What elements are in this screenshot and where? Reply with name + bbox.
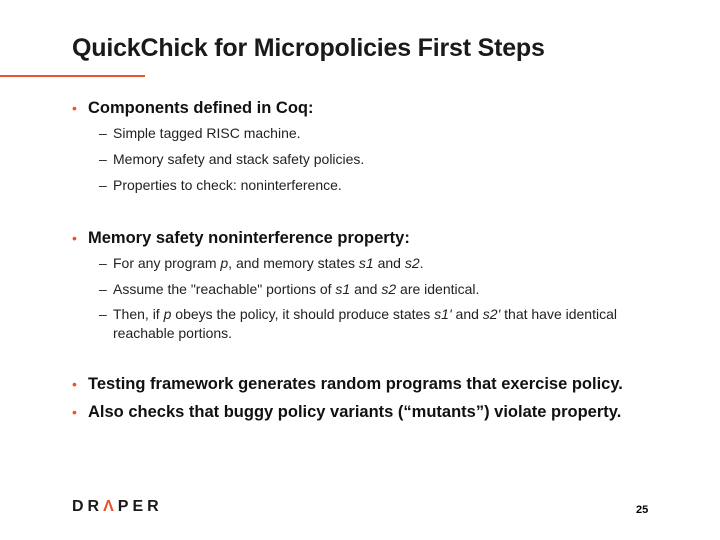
bullet-dot-icon: • — [72, 404, 77, 420]
bullet-text: Also checks that buggy policy variants (“mutants”) violate property. — [88, 403, 622, 421]
dash-icon: – — [99, 125, 107, 141]
slide-title: QuickChick for Micropolicies First Steps — [72, 34, 545, 62]
sub-bullet-text: For any program p, and memory states s1 and s2. — [113, 255, 424, 271]
dash-icon: – — [99, 151, 107, 167]
bullet-text: Testing framework generates random programs that exercise policy. — [88, 375, 623, 393]
bullet-dot-icon: • — [72, 230, 77, 246]
title-underline — [0, 75, 145, 77]
bullet-text: Memory safety noninterference property: — [88, 229, 410, 247]
sub-bullet-text: Properties to check: noninterference. — [113, 177, 342, 193]
bullet-dot-icon: • — [72, 376, 77, 392]
dash-icon: – — [99, 306, 107, 322]
dash-icon: – — [99, 177, 107, 193]
sub-bullet-text: Then, if p obeys the policy, it should produce states s1' and s2' that have identical reachable portions. — [113, 306, 617, 341]
bullet-dot-icon: • — [72, 100, 77, 116]
sub-bullet-text: Assume the "reachable" portions of s1 and s2 are identical. — [113, 281, 480, 297]
page-number: 25 — [636, 504, 649, 516]
sub-bullet-text: Simple tagged RISC machine. — [113, 125, 301, 141]
sub-bullet-text: Memory safety and stack safety policies. — [113, 151, 365, 167]
bullet-text: Components defined in Coq: — [88, 99, 314, 117]
dash-icon: – — [99, 255, 107, 271]
draper-logo: DRΛPER — [72, 498, 163, 515]
dash-icon: – — [99, 281, 107, 297]
